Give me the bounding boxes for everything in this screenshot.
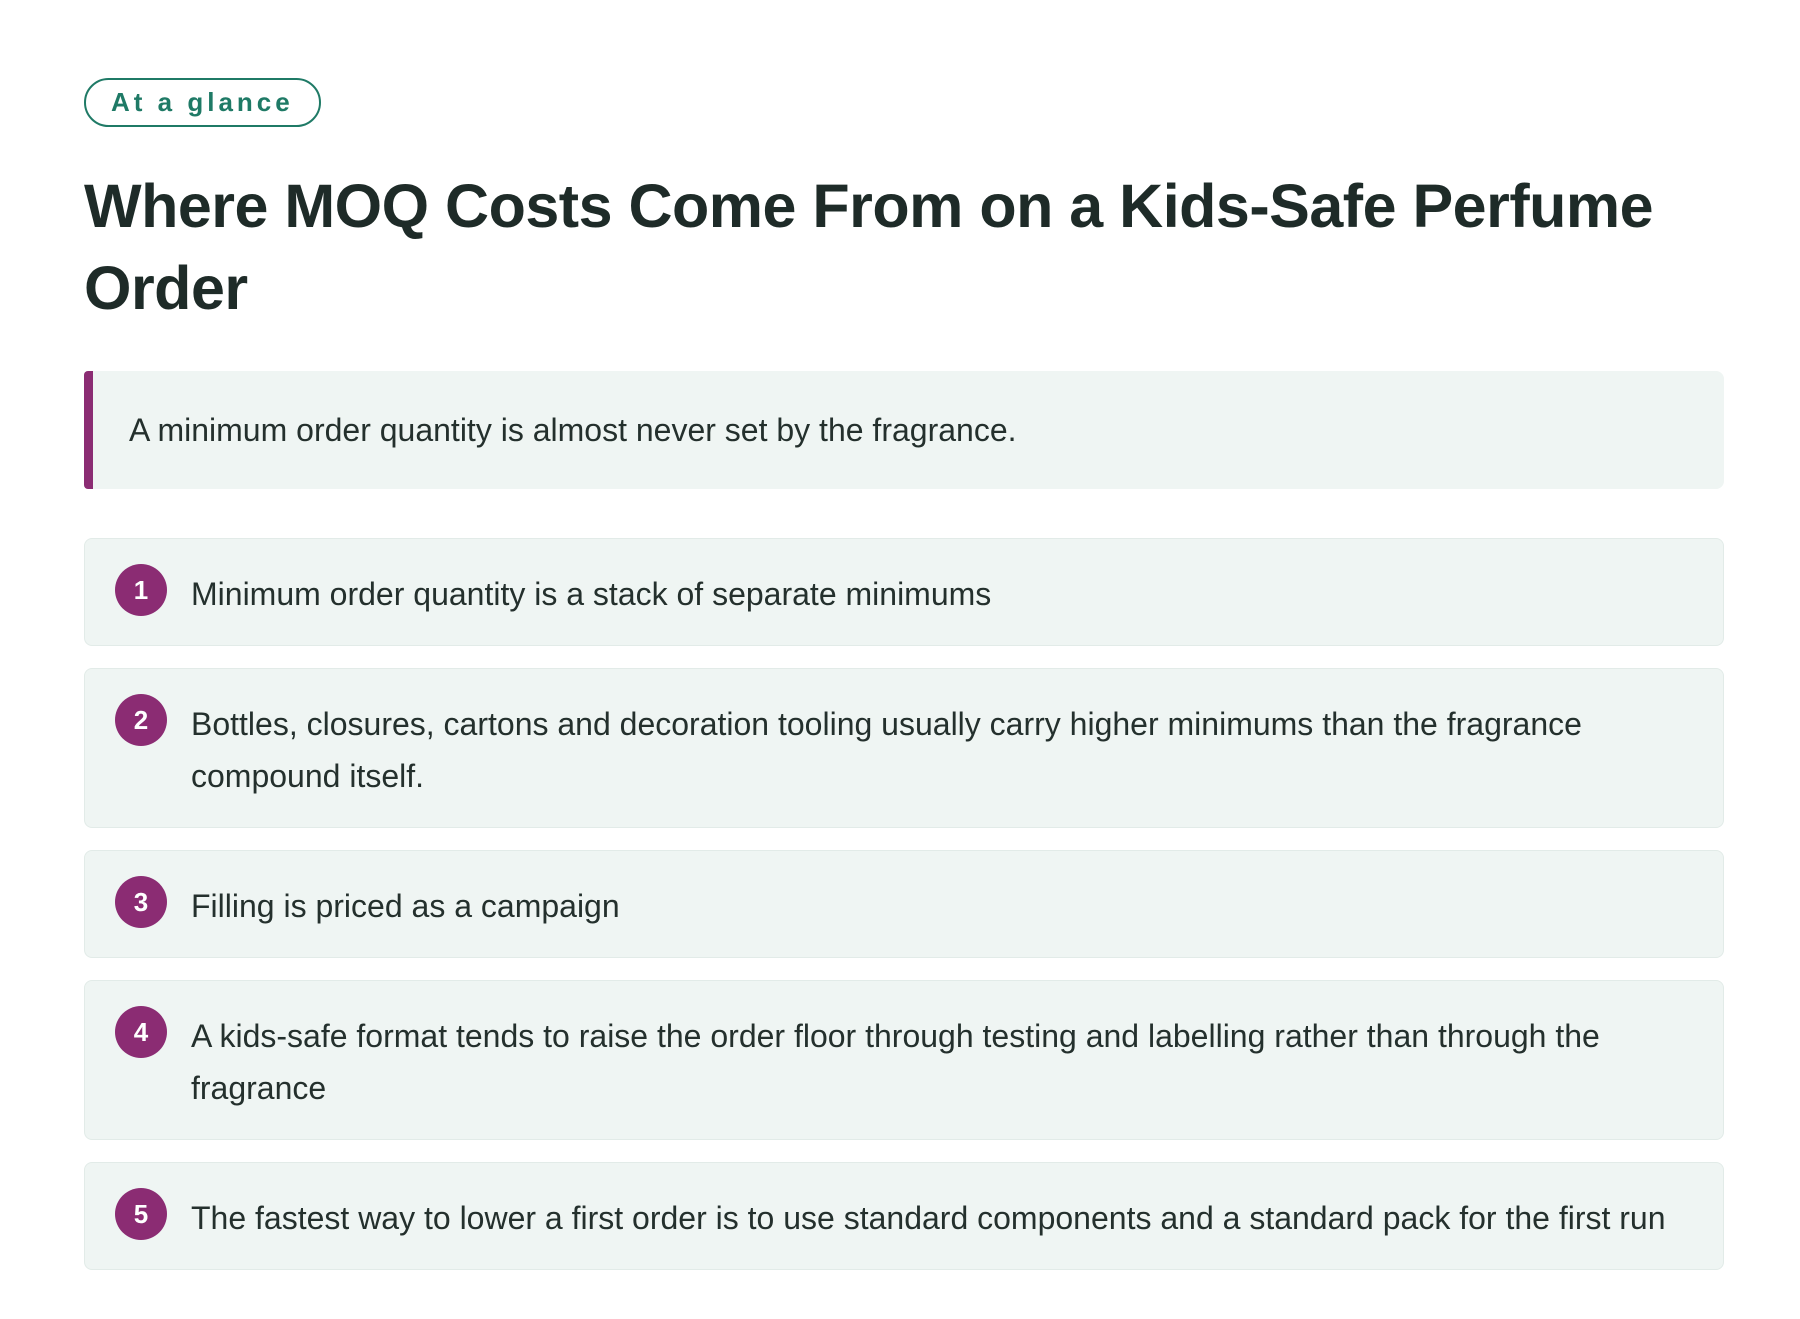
number-badge: 2: [115, 694, 167, 746]
list-item: [84, 668, 1724, 828]
key-points-list: [84, 538, 1724, 1270]
number-badge: 3: [115, 876, 167, 928]
list-item-text: The fastest way to lower a first order is to use standard components and a standard pack for the first run: [191, 1200, 1666, 1236]
list-item: [84, 980, 1724, 1140]
list-item-text: Bottles, closures, cartons and decoration tooling usually carry higher minimums than the fragrance compound itself.: [191, 706, 1582, 794]
lede-text: A minimum order quantity is almost never set by the fragrance.: [129, 411, 1017, 448]
page-title: Where MOQ Costs Come From on a Kids-Safe Perfume Order: [84, 172, 1654, 322]
number-badge: 4: [115, 1006, 167, 1058]
list-item: [84, 850, 1724, 958]
lede-callout: [84, 371, 1724, 489]
list-item: [84, 1162, 1724, 1270]
list-item-text: A kids-safe format tends to raise the order floor through testing and labelling rather than through the fragrance: [191, 1018, 1600, 1106]
list-item-text: Minimum order quantity is a stack of separate minimums: [191, 576, 992, 612]
number-badge: 1: [115, 564, 167, 616]
section-badge: At a glance: [84, 78, 321, 127]
list-item: [84, 538, 1724, 646]
number-badge: 5: [115, 1188, 167, 1240]
list-item-text: Filling is priced as a campaign: [191, 888, 620, 924]
